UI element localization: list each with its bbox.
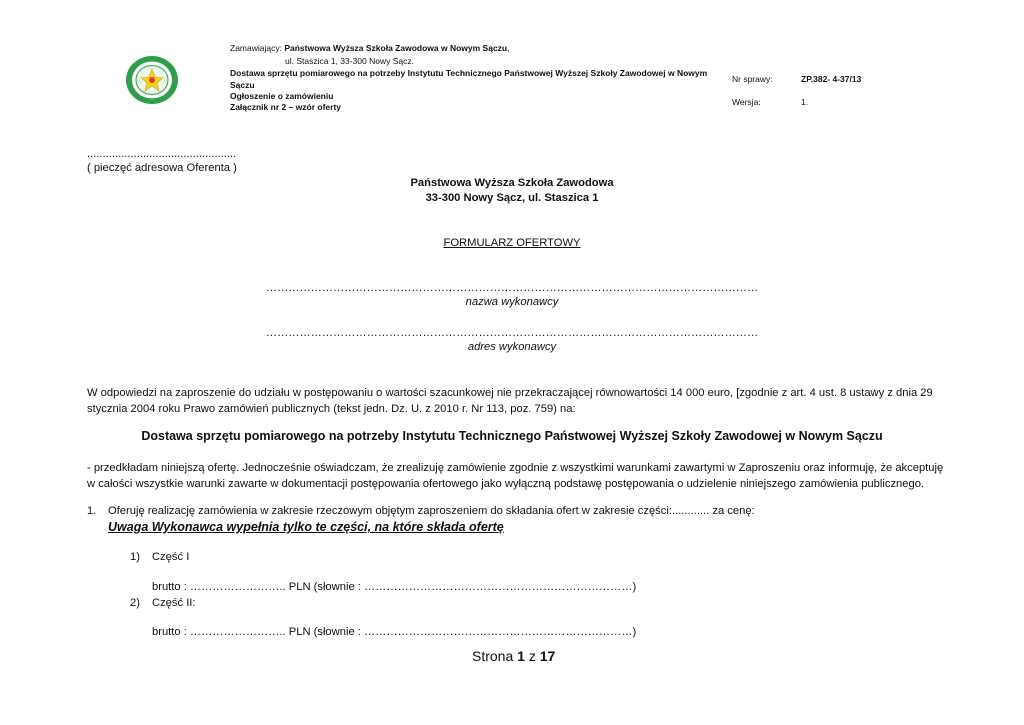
- version-value: 1.: [801, 97, 809, 107]
- contractor-name-dots: ……………………………………………………………………………………………………………………: [265, 282, 759, 294]
- version-label: Wersja:: [732, 97, 761, 107]
- page-word: Strona: [472, 648, 518, 664]
- part1-number: 1): [130, 551, 140, 563]
- zamawiajacy-label: Zamawiający:: [230, 43, 285, 53]
- form-title: FORMULARZ OFERTOWY: [443, 237, 581, 249]
- header-zamawiajacy: [230, 43, 510, 54]
- header-notice: Ogłoszenie o zamówieniu: [230, 91, 334, 101]
- part2-price: brutto : …………………….. PLN (słownie : ………………………………………………………………): [152, 626, 637, 638]
- comma: ,: [507, 43, 510, 53]
- subject-title: Dostawa sprzętu pomiarowego na potrzeby Instytutu Technicznego Państwowej Wyższej Szkoły Zawodowej w Nowym Sączu: [141, 429, 883, 443]
- part1-label: Część I: [152, 551, 190, 563]
- zamawiajacy-name: Państwowa Wyższa Szkoła Zawodowa w Nowym Sączu: [284, 43, 508, 53]
- header-subject-line1: Dostawa sprzętu pomiarowego na potrzeby Instytutu Technicznego Państwowej Wyższej Szkoły Zawodowej w Nowym: [230, 68, 708, 78]
- case-number-value: ZP.382- 4-37/13: [801, 74, 862, 84]
- intro-line1: W odpowiedzi na zaproszenie do udziału w postępowaniu o wartości szacunkowej nie przekraczającej równowartości 14 000 euro, [zgodnie z art. 4 ust. 8 ustawy z dnia 29: [87, 387, 933, 399]
- page-total: 17: [539, 648, 556, 664]
- contractor-address-dots: ……………………………………………………………………………………………………………………: [265, 327, 759, 339]
- part2-label: Część II:: [152, 597, 196, 609]
- addressee-line1: Państwowa Wyższa Szkoła Zawodowa: [410, 177, 614, 189]
- page-current: 1: [517, 648, 525, 664]
- stamp-dots: ................................................: [87, 148, 237, 160]
- stamp-label: ( pieczęć adresowa Oferenta ): [87, 162, 237, 174]
- item1-text: Oferuję realizację zamówienia w zakresie rzeczowym objętym zaproszeniem do składania ofert w zakresie części:............ za cenę:: [108, 505, 755, 517]
- declaration-line2: w całości wszystkie warunki zawarte w dokumentacji postępowania ofertowego jako wyłączną podstawę postępowania o udzielenie niniejszego zamówienia publicznego.: [87, 478, 925, 490]
- header-subject-line2: Sączu: [230, 80, 255, 90]
- contractor-name-label: nazwa wykonawcy: [465, 296, 559, 308]
- declaration-line1: - przedkładam niniejszą ofertę. Jednocześnie oświadczam, że zrealizuję zamówienie zgodnie z wszystkimi warunkami zawartymi w Zaproszeniu oraz informuję, że akceptuję: [87, 462, 944, 474]
- page-of: z: [524, 648, 540, 664]
- item1-number: 1.: [87, 505, 97, 517]
- header-attachment: Załącznik nr 2 – wzór oferty: [230, 102, 342, 112]
- intro-line2: stycznia 2004 roku Prawo zamówień publicznych (tekst jedn. Dz. U. z 2010 r. Nr 113, poz. 759) na:: [87, 403, 576, 415]
- part2-number: 2): [130, 597, 140, 609]
- page-number: [472, 648, 555, 664]
- case-number-label: Nr sprawy:: [732, 74, 773, 84]
- school-logo: [124, 54, 180, 106]
- item1-note: Uwaga Wykonawca wypełnia tylko te części, na które składa ofertę: [108, 520, 504, 534]
- part1-price: brutto : …………………….. PLN (słownie : ………………………………………………………………): [152, 581, 637, 593]
- contractor-address-label: adres wykonawcy: [467, 341, 557, 353]
- addressee-line2: 33-300 Nowy Sącz, ul. Staszica 1: [425, 192, 599, 204]
- header-address: ul. Staszica 1, 33-300 Nowy Sącz.: [285, 56, 414, 66]
